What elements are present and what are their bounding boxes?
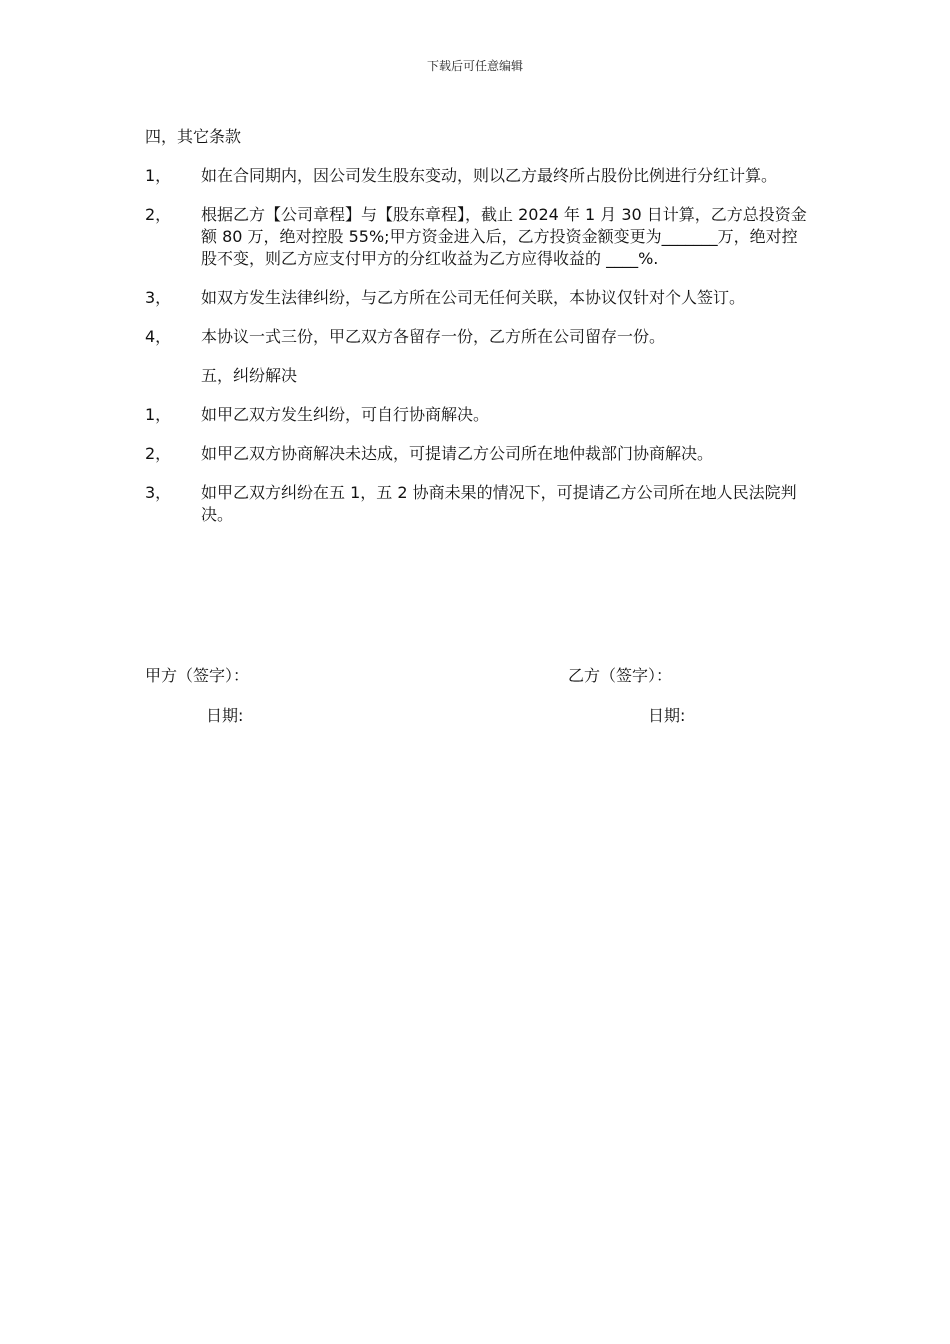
clause-item xyxy=(145,204,810,270)
party-a-signature-label: 甲方（签字）： xyxy=(145,666,250,685)
clause-item xyxy=(145,326,810,348)
clause-text: 如甲乙双方发生纠纷，可自行协商解决。 xyxy=(201,405,490,424)
clause-text: 如甲乙双方纠纷在五 1，五 2 协商未果的情况下，可提请乙方公司所在地人民法院判决。 xyxy=(201,483,797,524)
document-body xyxy=(145,126,810,543)
clause-item xyxy=(145,165,810,187)
clause-text: 本协议一式三份，甲乙双方各留存一份，乙方所在公司留存一份。 xyxy=(201,327,666,346)
clause-number: 4， xyxy=(145,327,172,346)
clause-number: 1， xyxy=(145,405,172,424)
clause-text: 如双方发生法律纠纷，与乙方所在公司无任何关联，本协议仅针对个人签订。 xyxy=(201,288,746,307)
clause-number: 3， xyxy=(145,288,172,307)
header-note: 下载后可任意编辑 xyxy=(426,59,523,73)
clause-item xyxy=(145,287,810,309)
clause-number: 1， xyxy=(145,166,172,185)
clause-number: 2， xyxy=(145,444,172,463)
clause-number: 3， xyxy=(145,483,172,502)
clause-text: 如甲乙双方协商解决未达成，可提请乙方公司所在地仲裁部门协商解决。 xyxy=(201,444,714,463)
clause-item xyxy=(145,404,810,426)
clause-item xyxy=(145,482,810,526)
clause-text: 如在合同期内，因公司发生股东变动，则以乙方最终所占股份比例进行分红计算。 xyxy=(201,166,778,185)
section-title-other-terms: 四，其它条款 xyxy=(145,127,242,146)
party-a-date-label: 日期: xyxy=(206,706,244,725)
section-title-dispute-resolution: 五，纠纷解决 xyxy=(201,366,298,385)
clause-number: 2， xyxy=(145,205,172,224)
clause-text: 根据乙方【公司章程】与【股东章程】，截止 2024 年 1 月 30 日计算，乙方总投资金额 80 万，绝对控股 55%;甲方资金进入后，乙方投资金额变更为_______万，绝对控股不变，则乙方应支付甲方的分红收益为乙方应得收益的 ____%. xyxy=(201,205,807,268)
party-b-signature-label: 乙方（签字）： xyxy=(568,666,673,685)
clause-item xyxy=(145,443,810,465)
party-b-date-label: 日期: xyxy=(648,706,686,725)
